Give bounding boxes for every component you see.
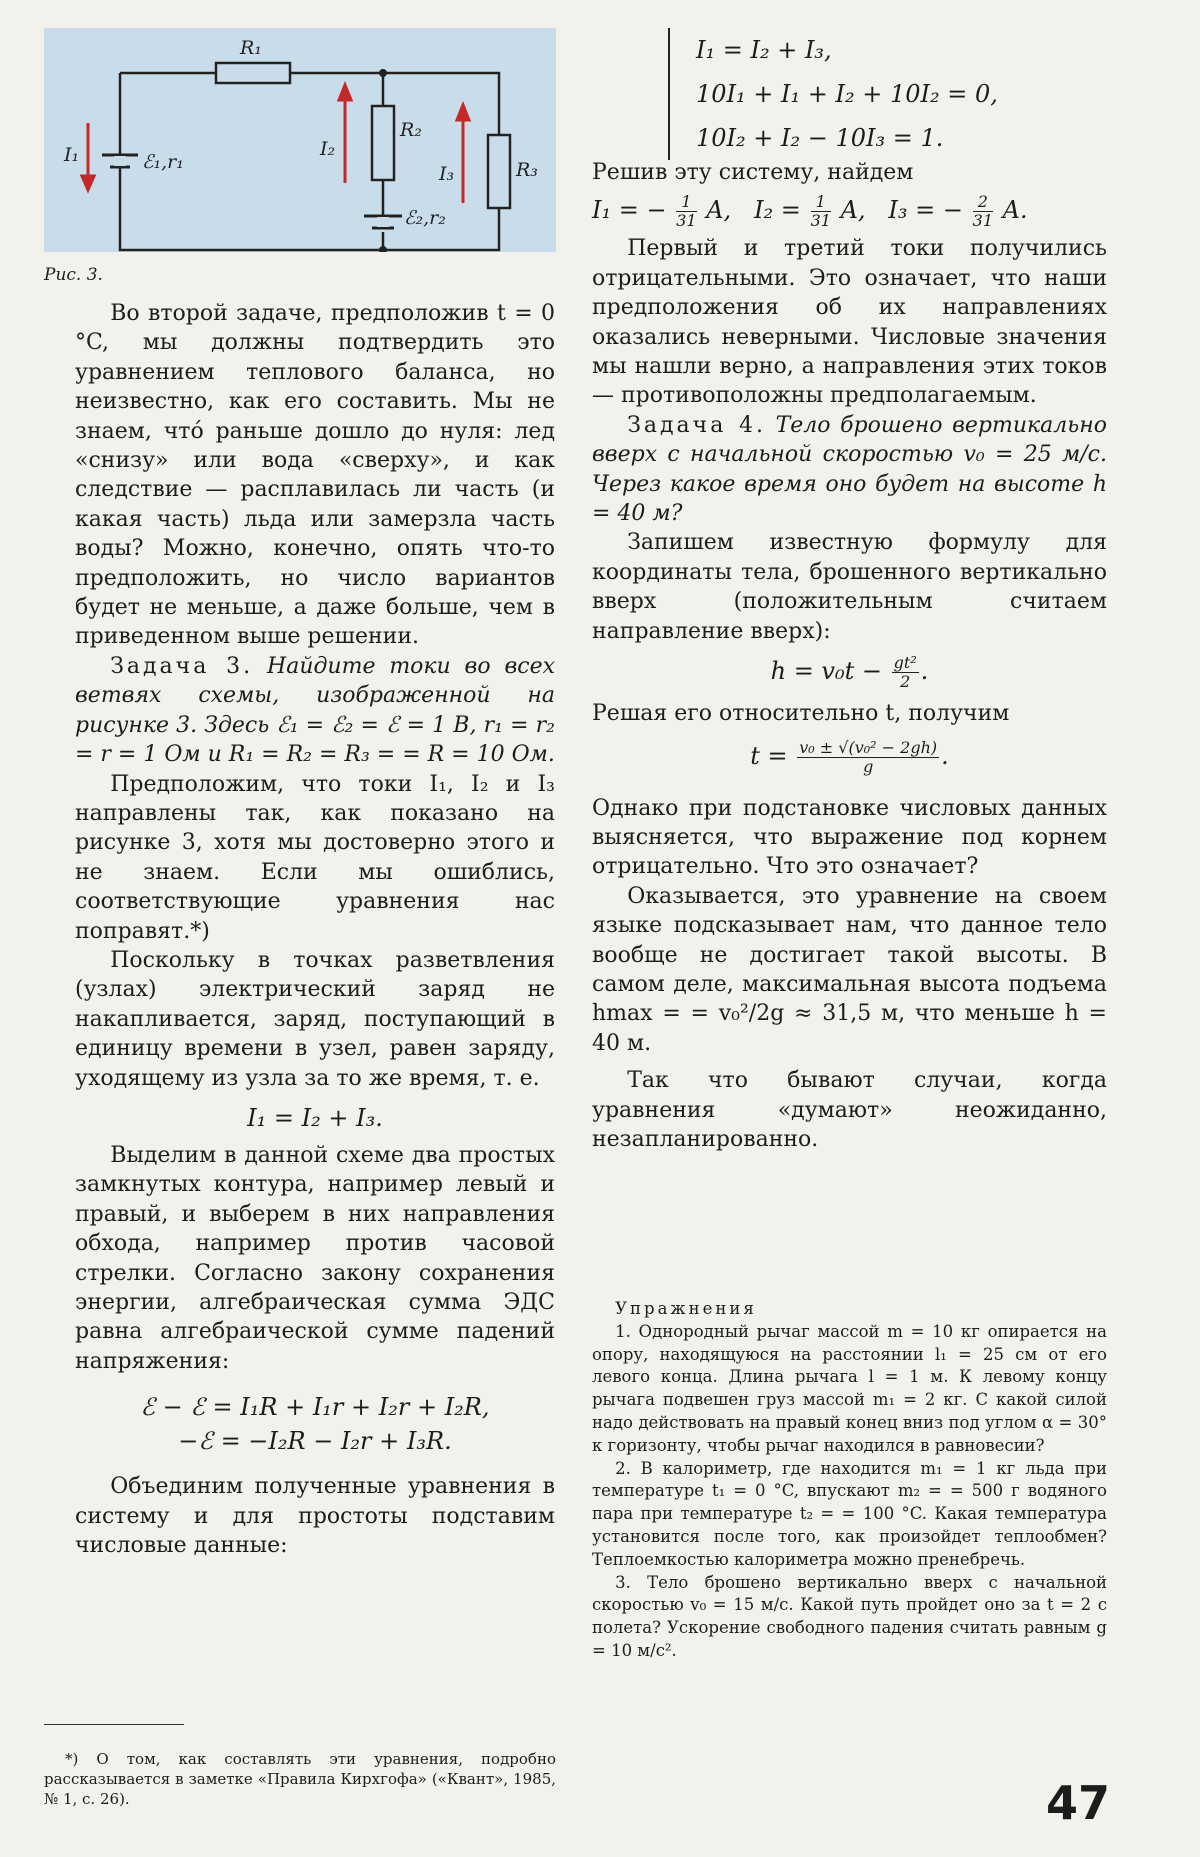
paragraph-negative-currents: Первый и третий токи получились отрицательными. Это означает, что наши предположения об их направлениях оказались неверными. Числовые значения мы нашли верно, а направления этих токов — противоположны предполагаемым. [592, 236, 1107, 409]
formula-loop-left: ℰ − ℰ = I₁R + I₁r + I₂r + I₂R, [140, 1393, 490, 1422]
exercise-1: 1. Однородный рычаг массой m = 10 кг опирается на опору, находящуюся на расстоянии l₁ = 25 см от его левого конца. Длина рычага l = 1 м. К левому концу рычага подвешен груз массой m₁ = 2 кг. С какой силой надо действовать на правый конец вниз под углом α = 30° к горизонту, чтобы рычаг находился в равновесии? [592, 1321, 1107, 1455]
fraction-i1: $\frac{1}{31}$ [676, 192, 697, 231]
system-eq-2: 10I₁ + I₁ + I₂ + 10I₂ = 0, [696, 80, 998, 108]
task4-text: Тело брошено вертикально вверх с начальной скоростью v₀ = 25 м/с. Через какое время оно будет на высоте h = 40 м? [592, 412, 1107, 527]
exercise-2: 2. В калориметр, где находится m₁ = 1 кг льда при температуре t₁ = 0 °C, впускают m₂ = = 500 г водяного пара при температуре t₂ = = 100 °C. Какая температура установится после того, как произойдет теплообмен? Теплоемкостью калориметра можно пренебречь. [592, 1458, 1107, 1569]
paragraph-solve-t: Решая его относительно t, получим [592, 701, 1010, 727]
paragraph-negative-root: Однако при подстановке числовых данных выясняется, что выражение под корнем отрицательно. Что это означает? [592, 795, 1107, 880]
paragraph-contours: Выделим в данной схеме два простых замкнутых контура, например левый и правый, и выберем в них направления обхода, например против часовой стрелки. Согласно закону сохранения энергии, алгебраическая сумма ЭДС равна алгебраической сумме падений напряжения: [75, 1142, 555, 1374]
task3-text: Найдите токи во всех ветвях схемы, изображенной на рисунке 3. Здесь ℰ₁ = ℰ₂ = ℰ = 1 В, r₁ = r₂ = r = 1 Ом и R₁ = R₂ = R₃ = = R = 10 Ом. [75, 653, 555, 768]
page-number: 47 [1046, 1776, 1111, 1830]
label-r2: R₂ [400, 119, 422, 141]
formula-loop-right: −ℰ = −I₂R − I₂r + I₃R. [178, 1427, 452, 1456]
system-eq-3: 10I₂ + I₂ − 10I₃ = 1. [696, 124, 944, 152]
circuit-figure [44, 28, 556, 252]
label-i3: I₃ [439, 163, 455, 185]
label-e2: ℰ₂,r₂ [404, 207, 446, 229]
solution-i3: I₃ = − [888, 196, 963, 225]
exercises-title: Упражнения [615, 1299, 757, 1318]
resistor-r1 [216, 63, 290, 83]
figure-caption: Рис. 3. [44, 265, 103, 285]
task3-paragraph [75, 652, 555, 770]
formula-time: t = $\frac{\text{v₀ ± √(v₀² − 2gh)}}{g}$ . [750, 737, 949, 776]
label-i2: I₂ [320, 138, 336, 160]
label-i1: I₁ [64, 144, 80, 166]
circuit-diagram [44, 28, 556, 252]
fraction-i3: $\frac{2}{31}$ [972, 192, 993, 231]
resistor-r2 [372, 106, 394, 180]
paragraph-conclusion: Так что бывают случаи, когда уравнения «думают» неожиданно, незапланированно. [592, 1068, 1107, 1152]
fraction-time: $\frac{\text{v₀ ± √(v₀² − 2gh)}}{g}$ [799, 737, 938, 776]
exercise-3: 3. Тело брошено вертикально вверх с начальной скоростью v₀ = 15 м/с. Какой путь пройдет оно за t = 2 с полета? Ускорение свободного падения считать равным g = 10 м/с². [592, 1572, 1107, 1660]
equation-system [668, 28, 1136, 160]
paragraph-second-task: Во второй задаче, предположив t = 0 °C, мы должны подтвердить это уравнением теплового баланса, но неизвестно, как его составить. Мы не знаем, чтó раньше дошло до нуля: лед «снизу» или вода «сверху», и как следствие — расплавилась ли часть (и какая часть) льда или замерзла часть воды? Можно, конечно, опять что-то предположить, но число вариантов будет не меньше, а даже больше, чем в приведенном выше решении. [75, 301, 555, 650]
fraction-gt2: $\frac{\text{gt²}}{2}$ [893, 653, 917, 692]
task4-paragraph [592, 411, 1107, 529]
paragraph-assume-currents: Предположим, что токи I₁, I₂ и I₃ направлены так, как показано на рисунке 3, хотя мы достоверно этого и не знаем. Если мы ошиблись, соответствующие уравнения нас поправят.*) [75, 771, 555, 944]
resistor-r3 [488, 135, 510, 208]
exercises-section [592, 1298, 1107, 1663]
label-e1: ℰ₁,r₁ [142, 151, 184, 173]
formula-solution: I₁ = − $\frac{1}{31}$ A, I₂ = $\frac{1}{31}$ A, I₃ = − $\frac{2}{31}$ A. [592, 192, 1028, 231]
right-column [592, 158, 1107, 1154]
paragraph-node-charge: Поскольку в точках разветвления (узлах) электрический заряд не накапливается, заряд, поступающий в единицу времени в узел, равен заряду, уходящему из узла за то же время, т. е. [75, 947, 555, 1091]
paragraph-formula-intro: Запишем известную формулу для координаты тела, брошенного вертикально вверх (положительным считаем направление вверх): [592, 530, 1107, 644]
left-column [75, 299, 555, 1560]
solution-i1: I₁ = − [592, 196, 667, 225]
label-r1: R₁ [240, 37, 262, 59]
solution-i2: I₂ = [754, 196, 801, 225]
formula-height: h = v₀t − $\frac{\text{gt²}}{2}$ . [770, 653, 929, 692]
task4-label: Задача 4. [627, 412, 766, 438]
fraction-i2: $\frac{1}{31}$ [810, 192, 831, 231]
paragraph-combine: Объединим полученные уравнения в систему и для простоты подставим числовые данные: [75, 1474, 555, 1559]
footnote: *) О том, как составлять эти уравнения, подробно рассказывается в заметке «Правила Кирхгофа» («Квант», 1985, № 1, с. 26). [44, 1750, 556, 1808]
formula-node: I₁ = I₂ + I₃. [247, 1103, 383, 1132]
label-r3: R₃ [516, 159, 538, 181]
task3-label: Задача 3. [110, 653, 254, 679]
paragraph-solve-system: Решив эту систему, найдем [592, 160, 914, 185]
paragraph-max-height: Оказывается, это уравнение на своем языке подсказывает нам, что данное тело вообще не достигает такой высоты. В самом деле, максимальная высота подъема hmax = = v₀²/2g ≈ 31,5 м, что меньше h = 40 м. [592, 883, 1107, 1056]
footnote-divider [44, 1724, 184, 1725]
system-eq-1: I₁ = I₂ + I₃, [696, 36, 832, 64]
